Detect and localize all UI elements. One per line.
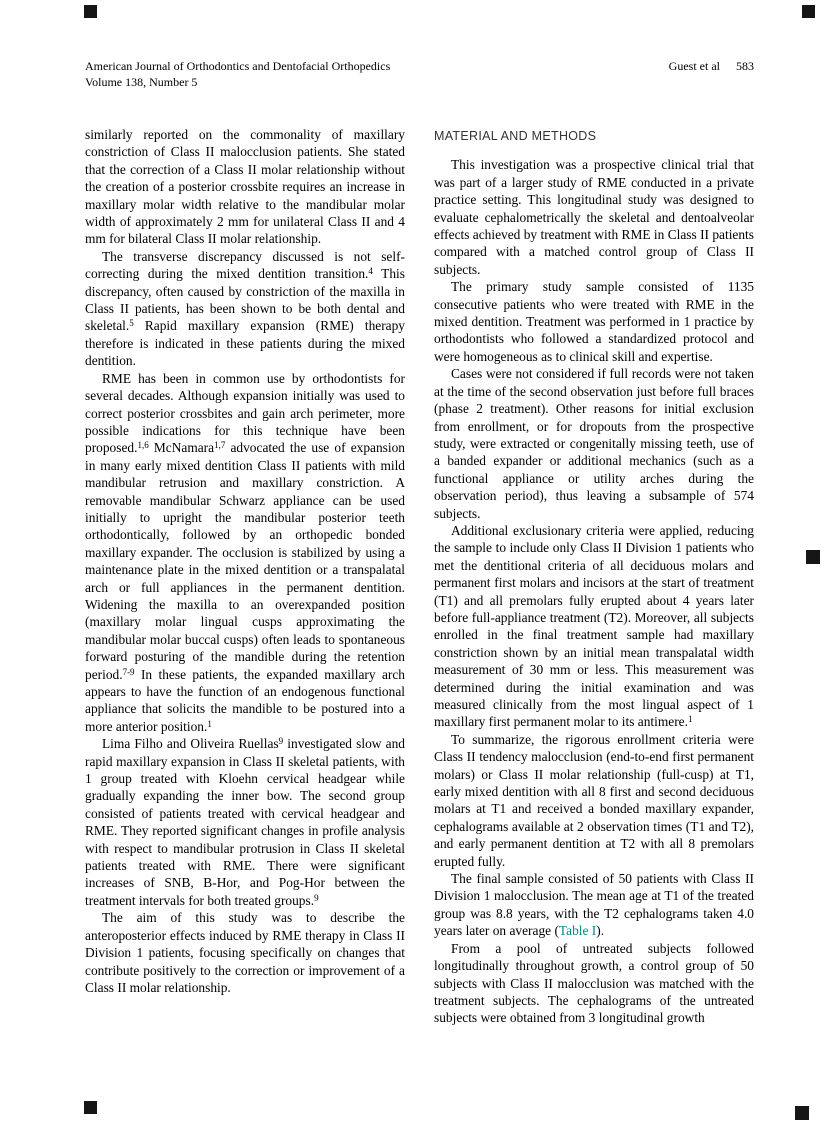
paragraph	[434, 522, 754, 731]
text-run: The final sample consisted of 50 patients with Class II Division 1 malocclusion. The mean age at T1 of the treated group was 8.8 years, with the T2 cephalograms taken 4.0 years later on average (	[434, 871, 754, 939]
journal-info	[85, 59, 390, 90]
paragraph	[434, 156, 754, 278]
registration-mark	[802, 5, 815, 18]
registration-mark	[84, 1101, 97, 1114]
reference-superscript: 9	[278, 736, 284, 747]
paragraph	[85, 909, 405, 996]
reference-superscript: 1,7	[214, 440, 226, 451]
page-number: 583	[736, 59, 754, 73]
reference-superscript: 1	[687, 714, 693, 725]
text-run: In these patients, the expanded maxillary arch appears to have the function of an endogenous functional appliance that solicits the mandible to be postured into a more anterior position.	[85, 666, 405, 734]
article-body	[85, 126, 754, 1027]
page-header	[85, 59, 754, 90]
reference-superscript: 1	[207, 718, 212, 729]
journal-title: American Journal of Orthodontics and Dentofacial Orthopedics	[85, 59, 391, 73]
text-run: investigated slow and rapid maxillary expansion in Class II skeletal patients, with 1 group treated with Kloehn cervical headgear while gradually expanding the inner bow. The second group consisted of patients treated with cervical headgear and RME. They reported significant changes in profile analysis with respect to mandibular protrusion in Class II skeletal patients treated with RME. There were significant increases of SNB, B-Hor, and Pog-Hor between the treatment intervals for both treated groups.	[85, 736, 405, 908]
text-run: advocated the use of expansion in many early mixed dentition Class II patients with mild mandibular retrusion and maxillary constriction. A removable mandibular Schwarz appliance can be used initially to upright the mandibular posterior teeth orthodontically, followed by an orthopedic bonded maxillary expander. The occlusion is stabilized by using a maintenance plate in the mixed dentition or a transpalatal arch or full appliances in the permanent dentition. Widening the maxilla to an overexpanded position (maxillary molar lingual cusps approximating the mandibular molar buccal cusps) often leads to spontaneous forward posturing of the mandible during the retention period.	[85, 440, 405, 682]
text-run: This investigation was a prospective clinical trial that was part of a larger study of RME conducted in a private practice setting. This longitudinal study was designed to evaluate cephalometrically the skeletal and dentoalveolar effects achieved by treatment with RME in Class II patients compared with a matched control group of Class II subjects.	[434, 157, 754, 277]
text-run: Rapid maxillary expansion (RME) therapy therefore is indicated in these patients during the mixed dentition.	[85, 318, 405, 369]
text-run: Lima Filho and Oliveira Ruellas	[102, 736, 279, 752]
registration-mark	[84, 5, 97, 18]
paragraph	[434, 731, 754, 870]
paragraph	[434, 365, 754, 522]
text-run: ).	[596, 923, 605, 939]
paragraph	[434, 870, 754, 940]
text-run: The transverse discrepancy discussed is not self-correcting during the mixed dentition transition.	[85, 248, 405, 282]
paragraph	[434, 278, 754, 365]
paragraph	[85, 126, 405, 248]
paragraph	[85, 248, 405, 370]
text-run: Additional exclusionary criteria were applied, reducing the sample to include only Class II Division 1 patients who met the dentitional criteria of all deciduous molars and permanent first molars and incisors at the start of treatment (T1) and all premolars fully erupted about 4 years later before full-appliance treatment (T2). Moreover, all subjects enrolled in the final treatment sample had maxillary constriction shown by an initial mean transpalatal width measurement of 30 mm or less. This measurement was determined during the initial examination and was measured clinically from the most lingual aspect of 1 maxillary first permanent molar to its antimere.	[434, 522, 754, 730]
text-run: similarly reported on the commonality of maxillary constriction of Class II malocclusion patients. She stated that the correction of a Class II molar relationship without the creation of a posterior crossbite requires an increase in maxillary molar width relative to the mandibular molar width of approximately 2 mm for unilateral Class II and 4 mm for bilateral Class II molar relationship.	[85, 127, 405, 247]
author-ref: Guest et al	[668, 59, 720, 73]
running-head	[669, 59, 754, 75]
reference-superscript: 1,6	[137, 440, 149, 451]
paragraph	[85, 370, 405, 736]
text-run: To summarize, the rigorous enrollment criteria were Class II tendency malocclusion (end-to-end first permanent molars) or Class II molar relationship (full-cusp) at T1, early mixed dentition with all 8 first and second deciduous molars at T1 and received a bonded maxillary expander, cephalograms available at 2 observation times (T1 and T2), and early permanent dentition at T2 with all 8 premolars erupted fully.	[434, 731, 754, 869]
registration-mark	[795, 1106, 809, 1120]
text-run: Cases were not considered if full records were not taken at the time of the second observation just before full braces (phase 2 treatment). Other reasons for initial exclusion from enrollment, or for dropouts from the prospective study, were extracted or congenitally missing teeth, use of a banded expander or additional mechanics (such as a functional appliance or utility arches during the observation period), thus leaving a subsample of 574 subjects.	[434, 366, 754, 521]
paragraph	[85, 735, 405, 909]
left-column	[85, 126, 405, 1027]
text-run: The aim of this study was to describe the anteroposterior effects induced by RME therapy in Class II Division 1 patients, focusing specifically on changes that contribute positively to the correction or improvement of a Class II molar relationship.	[85, 910, 405, 995]
paragraph	[434, 940, 754, 1027]
journal-volume: Volume 138, Number 5	[85, 74, 198, 89]
text-run: The primary study sample consisted of 1135 consecutive patients who were treated with RME in the mixed dentition. Treatment was performed in 1 practice by orthodontists who followed a standardized protocol and were homogeneous as to clinical skill and expertise.	[434, 279, 754, 364]
text-run: From a pool of untreated subjects followed longitudinally throughout growth, a control group of 50 subjects with Class II malocclusion was matched with the treatment subjects. The cephalograms of the untreated subjects were obtained from 3 longitudinal growth	[434, 940, 754, 1026]
section-heading: MATERIAL AND METHODS	[434, 129, 597, 143]
text-run: McNamara	[148, 440, 215, 456]
registration-mark	[806, 550, 820, 564]
reference-superscript: 5	[129, 318, 134, 329]
text-run: This discrepancy, often caused by constriction of the maxilla in Class II patients, has been shown to be both dental and skeletal.	[85, 266, 405, 334]
right-column-text	[434, 156, 754, 1026]
right-column	[434, 126, 754, 1027]
reference-superscript: 4	[368, 266, 373, 277]
text-run: RME has been in common use by orthodontists for several decades. Although expansion initially was used to correct posterior crossbites and gain arch perimeter, more possible indications for this technique have been proposed.	[85, 370, 405, 456]
table-ref-link[interactable]: Table I	[558, 923, 597, 939]
reference-superscript: 7-9	[122, 666, 135, 677]
reference-superscript: 9	[314, 892, 319, 903]
